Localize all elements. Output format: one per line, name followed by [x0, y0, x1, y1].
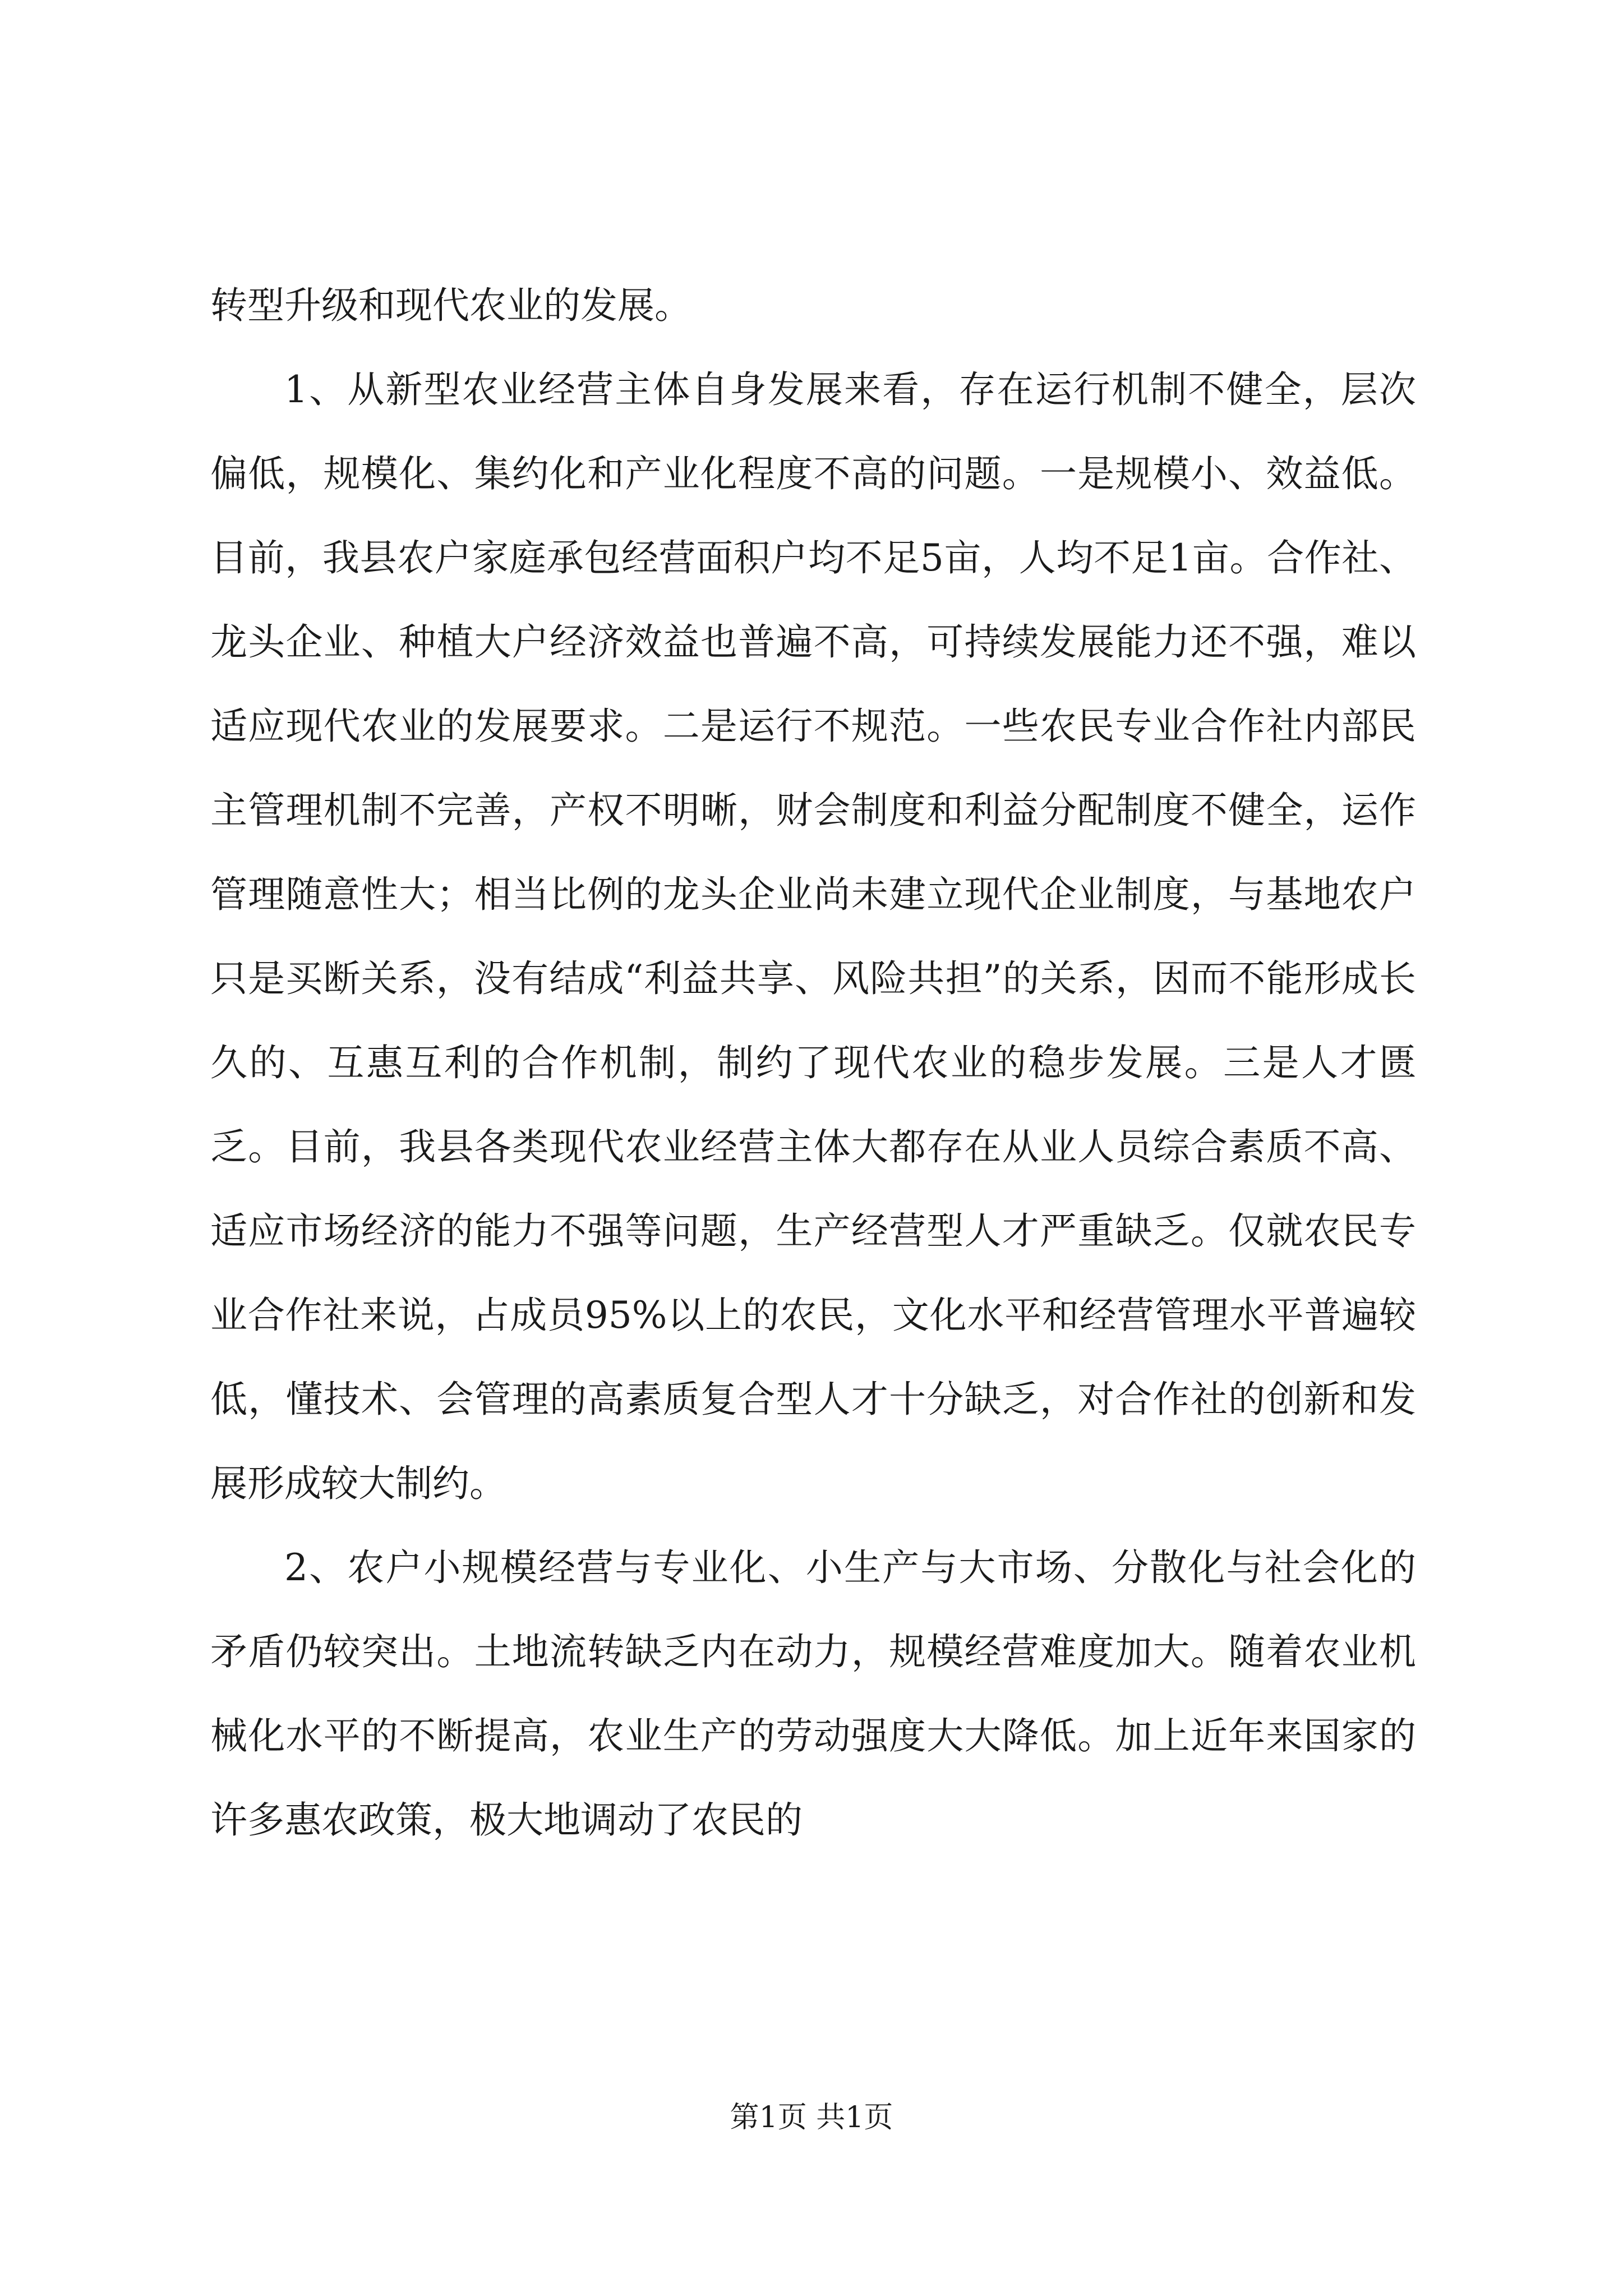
- document-body: [210, 264, 1416, 1862]
- paragraph-2: 2、农户小规模经营与专业化、小生产与大市场、分散化与社会化的矛盾仍较突出。土地流转缺乏内在动力，规模经营难度加大。随着农业机械化水平的不断提高，农业生产的劳动强度大大降低。加上近年来国家的许多惠农政策，极大地调动了农民的: [210, 1546, 1416, 1842]
- page-footer: 第1页 共1页: [730, 2101, 893, 2134]
- paragraph-continuation: 转型升级和现代农业的发展。: [210, 284, 691, 327]
- paragraph-1: 1、从新型农业经营主体自身发展来看，存在运行机制不健全，层次偏低，规模化、集约化和产业化程度不高的问题。一是规模小、效益低。目前，我县农户家庭承包经营面积户均不足5亩，人均不足1亩。合作社、龙头企业、种植大户经济效益也普遍不高，可持续发展能力还不强，难以适应现代农业的发展要求。二是运行不规范。一些农民专业合作社内部民主管理机制不完善，产权不明晰，财会制度和利益分配制度不健全，运作管理随意性大；相当比例的龙头企业尚未建立现代企业制度，与基地农户只是买断关系，没有结成“利益共享、风险共担”的关系，因而不能形成长久的、互惠互利的合作机制，制约了现代农业的稳步发展。三是人才匮乏。目前，我县各类现代农业经营主体大都存在从业人员综合素质不高、适应市场经济的能力不强等问题，生产经营型人才严重缺乏。仅就农民专业合作社来说，占成员95%以上的农民，文化水平和经营管理水平普遍较低，懂技术、会管理的高素质复合型人才十分缺乏，对合作社的创新和发展形成较大制约。: [210, 368, 1416, 1505]
